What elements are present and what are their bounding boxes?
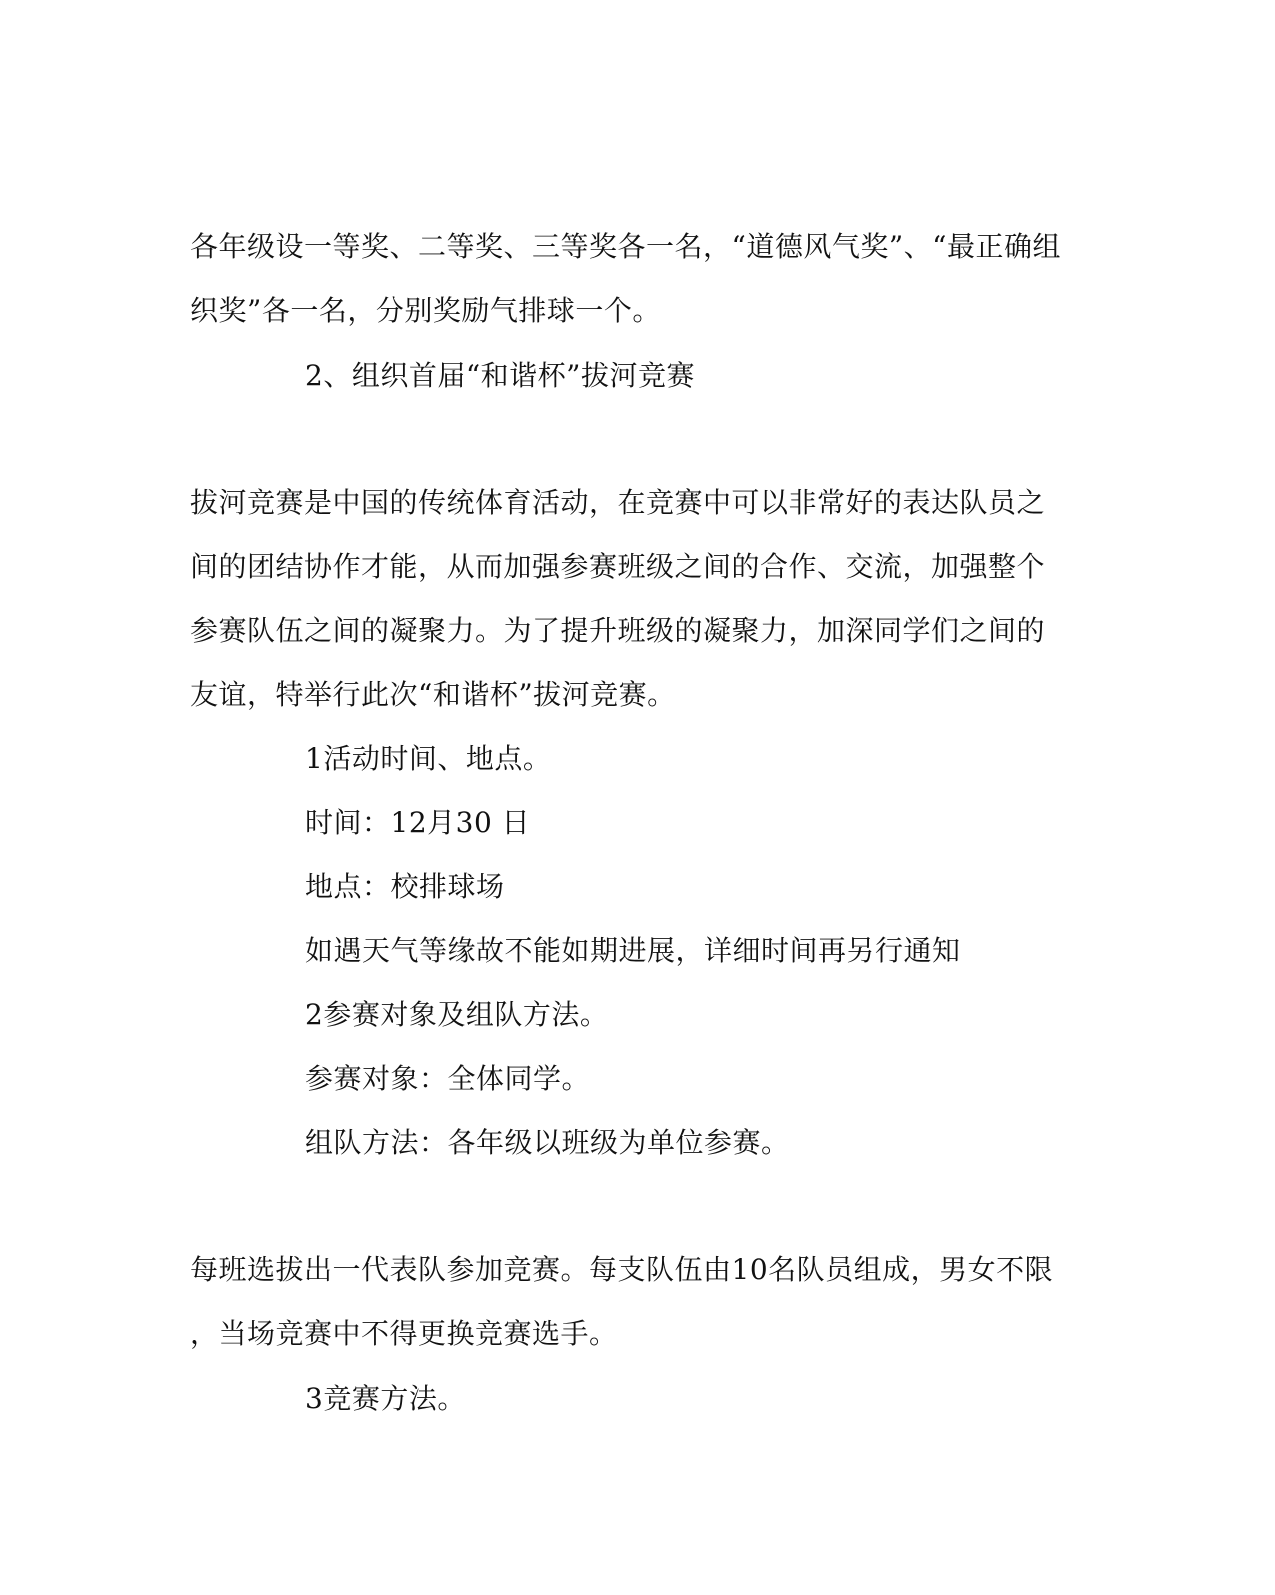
paragraph-line: 友谊，特举行此次“和谐杯”拔河竞赛。 (190, 678, 676, 711)
paragraph-line: 间的团结协作才能，从而加强参赛班级之间的合作、交流，加强整个 (190, 550, 1046, 583)
list-item: 组队方法：各年级以班级为单位参赛。 (305, 1126, 790, 1159)
section-heading: 2、组织首届“和谐杯”拔河竞赛 (305, 359, 695, 392)
paragraph-line: 拔河竞赛是中国的传统体育活动，在竞赛中可以非常好的表达队员之 (190, 486, 1046, 519)
list-item: 2参赛对象及组队方法。 (305, 998, 609, 1031)
paragraph-line: ，当场竞赛中不得更换竞赛选手。 (190, 1317, 618, 1350)
list-item: 如遇天气等缘故不能如期进展，详细时间再另行通知 (305, 934, 961, 967)
list-item: 1活动时间、地点。 (305, 742, 552, 775)
paragraph-line: 各年级设一等奖、二等奖、三等奖各一名，“道德风气奖”、“最正确组 (190, 230, 1061, 263)
list-item: 参赛对象：全体同学。 (305, 1062, 591, 1095)
paragraph-line: 每班选拔出一代表队参加竞赛。每支队伍由10名队员组成，男女不限 (190, 1253, 1054, 1286)
list-item: 地点：校排球场 (305, 870, 505, 903)
section-heading: 3竞赛方法。 (305, 1382, 466, 1415)
paragraph-line: 参赛队伍之间的凝聚力。为了提升班级的凝聚力，加深同学们之间的 (190, 614, 1046, 647)
list-item: 时间：12月30 日 (305, 806, 531, 839)
paragraph-line: 织奖”各一名，分别奖励气排球一个。 (190, 294, 661, 327)
